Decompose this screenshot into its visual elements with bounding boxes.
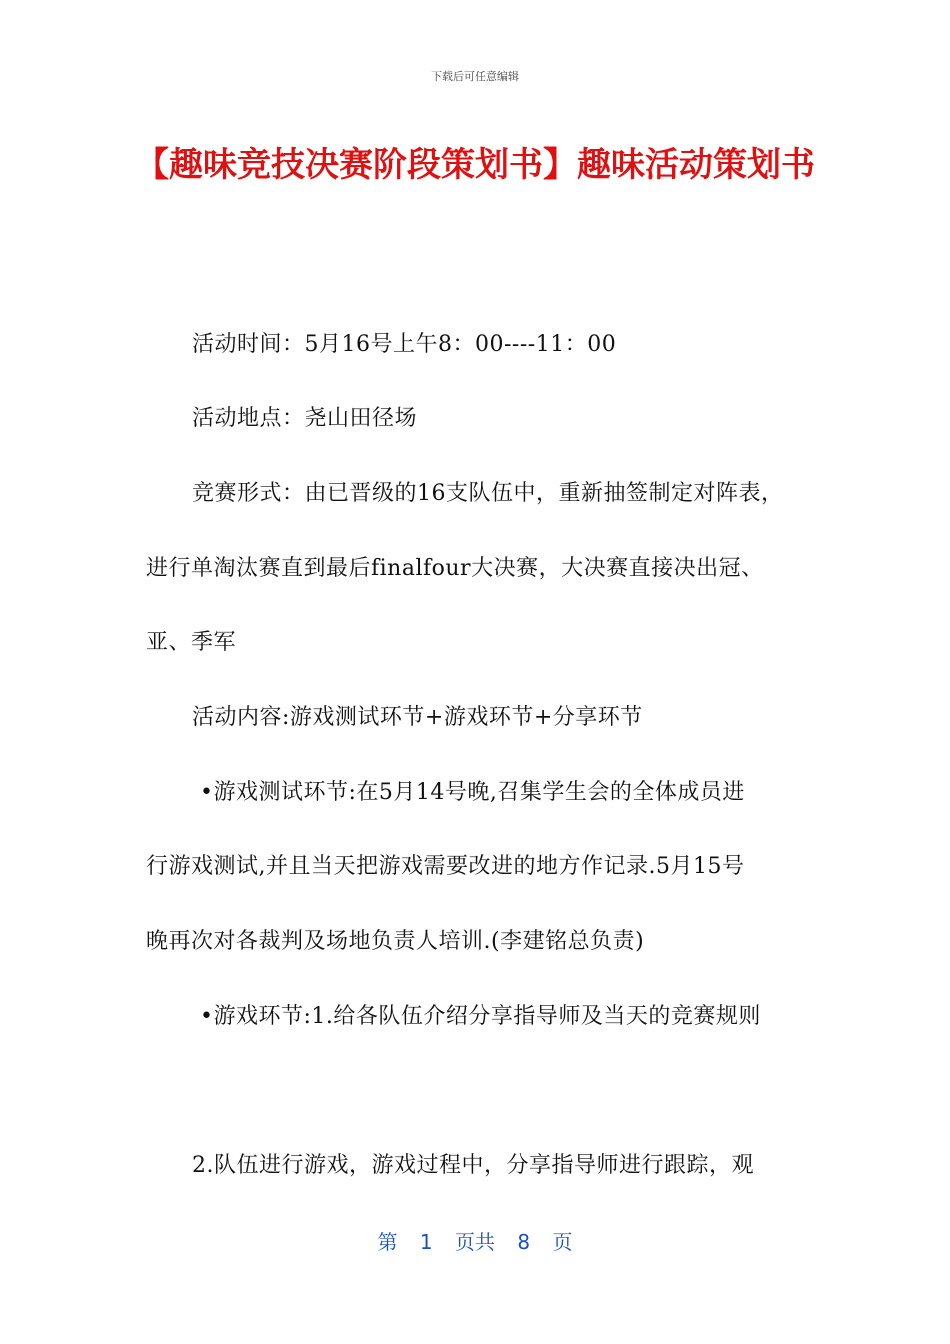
paragraph-competition-format: 竞赛形式：由已晋级的16支队伍中，重新抽签制定对阵表， — [192, 481, 784, 506]
paragraph-activity-content: 活动内容:游戏测试环节+游戏环节+分享环节 — [192, 705, 643, 730]
page-total: 8 — [517, 1230, 531, 1254]
paragraph-activity-location: 活动地点：尧山田径场 — [192, 406, 418, 431]
bullet-game-test-end: 晚再次对各裁判及场地负责人培训.(李建铭总负责) — [146, 929, 645, 954]
page-current: 1 — [419, 1230, 433, 1254]
bullet-game-section: •游戏环节:1.给各队伍介绍分享指导师及当天的竞赛规则 — [200, 1004, 761, 1029]
bullet-game-test: •游戏测试环节:在5月14号晚,召集学生会的全体成员进 — [200, 780, 745, 805]
page-label-suffix: 页 — [552, 1230, 573, 1254]
paragraph-activity-time: 活动时间：5月16号上午8：00----11：00 — [192, 332, 617, 357]
page-label-prefix: 第 — [377, 1230, 398, 1254]
document-title: 【趣味竞技决赛阶段策划书】趣味活动策划书 — [135, 145, 815, 185]
page-footer — [0, 1226, 950, 1255]
paragraph-competition-format-cont: 进行单淘汰赛直到最后finalfour大决赛，大决赛直接决出冠、 — [146, 556, 764, 581]
paragraph-step-2: 2.队伍进行游戏，游戏过程中，分享指导师进行跟踪，观 — [192, 1153, 754, 1178]
page-label-mid: 页共 — [455, 1230, 495, 1254]
paragraph-competition-format-end: 亚、季军 — [146, 630, 237, 655]
bullet-game-test-cont: 行游戏测试,并且当天把游戏需要改进的地方作记录.5月15号 — [146, 854, 745, 879]
header-note: 下载后可任意编辑 — [431, 70, 519, 83]
